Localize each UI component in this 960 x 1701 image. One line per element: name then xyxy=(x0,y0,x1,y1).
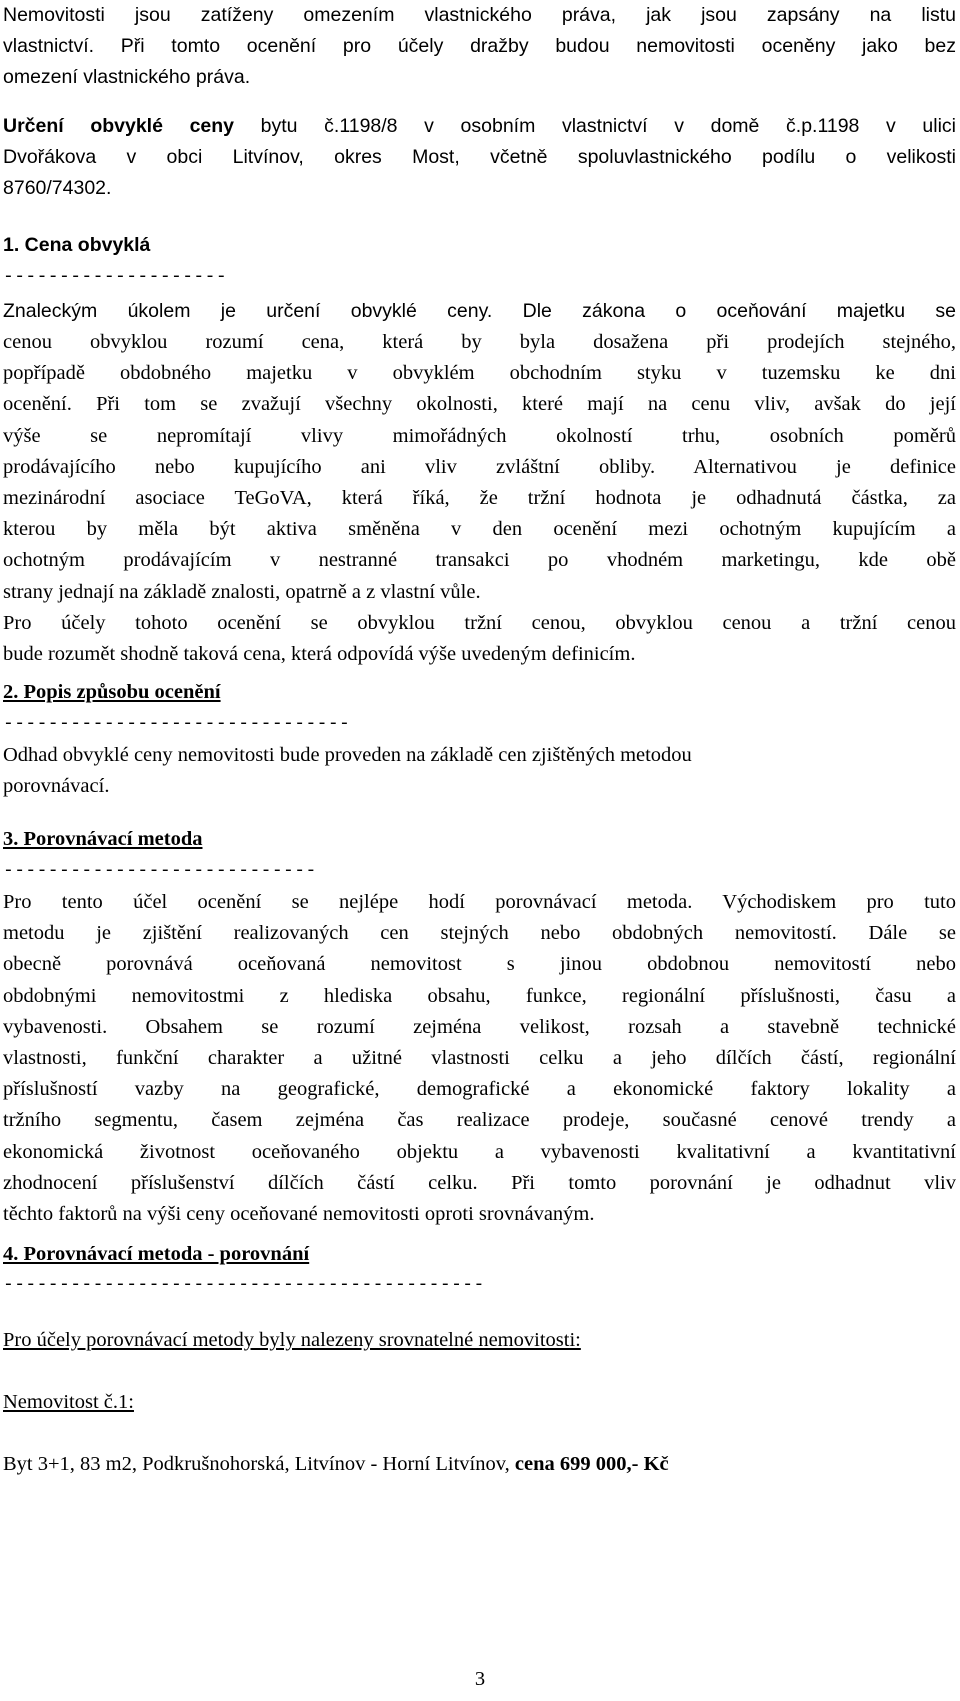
text-line: příslušností vazby na geografické, demografické a ekonomické faktory lokality a xyxy=(3,1078,956,1101)
property-label xyxy=(3,1387,956,1418)
section4-rule: ------------------------------------------- xyxy=(3,1275,485,1295)
text-line: porovnávací. xyxy=(3,775,110,798)
section2-paragraph xyxy=(3,740,956,802)
text-line: Znaleckým úkolem je určení obvyklé ceny. Dle zákona o oceňování majetku se xyxy=(3,300,956,322)
determination-line1-rest: bytu č.1198/8 v osobním vlastnictví v domě č.p.1198 v ulici xyxy=(234,115,956,137)
text-line: Odhad obvyklé ceny nemovitosti bude proveden na základě cen zjištěných metodou xyxy=(3,744,692,766)
text-line: obecně porovnává oceňovaná nemovitost s jinou obdobnou nemovitostí nebo xyxy=(3,953,956,976)
intro-paragraph xyxy=(3,0,956,94)
determination-paragraph xyxy=(3,111,956,205)
property-label-text: Nemovitost č.1: xyxy=(3,1391,134,1413)
text-line: bude rozumět shodně taková cena, která odpovídá výše uvedeným definicím. xyxy=(3,643,636,666)
text-line: 8760/74302. xyxy=(3,177,112,200)
section2-heading-text: 2. Popis způsobu ocenění xyxy=(3,681,221,703)
text-line: ocenění. Při tom se zvažují všechny okolnosti, které mají na cenu vliv, avšak do její xyxy=(3,393,956,416)
section3-heading-text: 3. Porovnávací metoda xyxy=(3,828,203,850)
text-line xyxy=(3,111,956,142)
text-line: omezení vlastnického práva. xyxy=(3,66,251,89)
text-line: Dvořákova v obci Litvínov, okres Most, včetně spoluvlastnického podílu o velikosti xyxy=(3,146,956,169)
section3-rule: ---------------------------- xyxy=(3,861,317,881)
property-description xyxy=(3,1449,956,1480)
section4-heading-text: 4. Porovnávací metoda - porovnání xyxy=(3,1243,310,1265)
text-line: obdobnými nemovitostmi z hlediska obsahu, funkce, regionální příslušnosti, času a xyxy=(3,984,956,1007)
text-line: Nemovitosti jsou zatíženy omezením vlastnického práva, jak jsou zapsány na listu xyxy=(3,4,956,26)
text-line: výše se nepromítají vlivy mimořádných okolností trhu, osobních poměrů xyxy=(3,424,956,447)
text-line: popřípadě obdobného majetku v obvyklém obchodním styku v tuzemsku ke dni xyxy=(3,362,956,385)
found-label xyxy=(3,1325,956,1356)
text-line: Pro účely tohoto ocenění se obvyklou tržní cenou, obvyklou cenou a tržní cenou xyxy=(3,611,956,634)
text-line: těchto faktorů na výši ceny oceňované nemovitosti oproti srovnávaným. xyxy=(3,1203,595,1226)
text-line: tržního segmentu, časem zejména čas realizace prodeje, současné cenové trendy a xyxy=(3,1109,956,1132)
section1-paragraph-a xyxy=(3,296,956,327)
text-line: ekonomická životnost oceňovaného objektu a vybavenosti kvalitativní a kvantitativní xyxy=(3,1140,956,1163)
text-line: kterou by měla být aktiva směněna v den ocenění mezi ochotným kupujícím a xyxy=(3,518,956,541)
property-desc-text: Byt 3+1, 83 m2, Podkrušnohorská, Litvínov - Horní Litvínov, xyxy=(3,1453,515,1475)
section3-heading xyxy=(3,824,956,855)
text-line: vybavenosti. Obsahem se rozumí zejména velikost, rozsah a stavebně technické xyxy=(3,1015,956,1038)
section1-rule: -------------------- xyxy=(3,267,228,287)
found-label-text: Pro účely porovnávací metody byly nalezeny srovnatelné nemovitosti: xyxy=(3,1329,581,1351)
page-number: 3 xyxy=(474,1668,486,1690)
text-line: ochotným prodávajícím v nestranné transakci po vhodném marketingu, kde obě xyxy=(3,549,956,572)
section1-heading: 1. Cena obvyklá xyxy=(3,234,151,256)
text-line: cenou obvyklou rozumí cena, která by byla dosažena při prodejích stejného, xyxy=(3,331,956,353)
text-line: mezinárodní asociace TeGoVA, která říká, že tržní hodnota je odhadnutá částka, za xyxy=(3,487,956,510)
text-line: strany jednají na základě znalosti, opatrně a z vlastní vůle. xyxy=(3,580,481,603)
text-line: zhodnocení příslušenství dílčích částí celku. Při tomto porovnání je odhadnut vliv xyxy=(3,1171,956,1194)
determination-title: Určení obvyklé ceny xyxy=(3,115,235,137)
section2-heading xyxy=(3,677,956,708)
text-line: vlastnictví. Při tomto ocenění pro účely dražby budou nemovitosti oceněny jako bez xyxy=(3,35,956,58)
section1-paragraph-b xyxy=(3,327,956,670)
text-line: vlastnosti, funkční charakter a užitné vlastnosti celku a jeho dílčích částí, regionální xyxy=(3,1047,956,1070)
text-line: Pro tento účel ocenění se nejlépe hodí porovnávací metoda. Východiskem pro tuto xyxy=(3,891,956,913)
section2-rule: ------------------------------- xyxy=(3,714,351,734)
property-price: cena 699 000,- Kč xyxy=(514,1453,669,1475)
text-line: metodu je zjištění realizovaných cen stejných nebo obdobných nemovitostí. Dále se xyxy=(3,922,956,945)
section3-paragraph xyxy=(3,887,956,1230)
text-line: prodávajícího nebo kupujícího ani vliv zvláštní obliby. Alternativou je definice xyxy=(3,455,956,478)
section4-heading xyxy=(3,1239,956,1270)
